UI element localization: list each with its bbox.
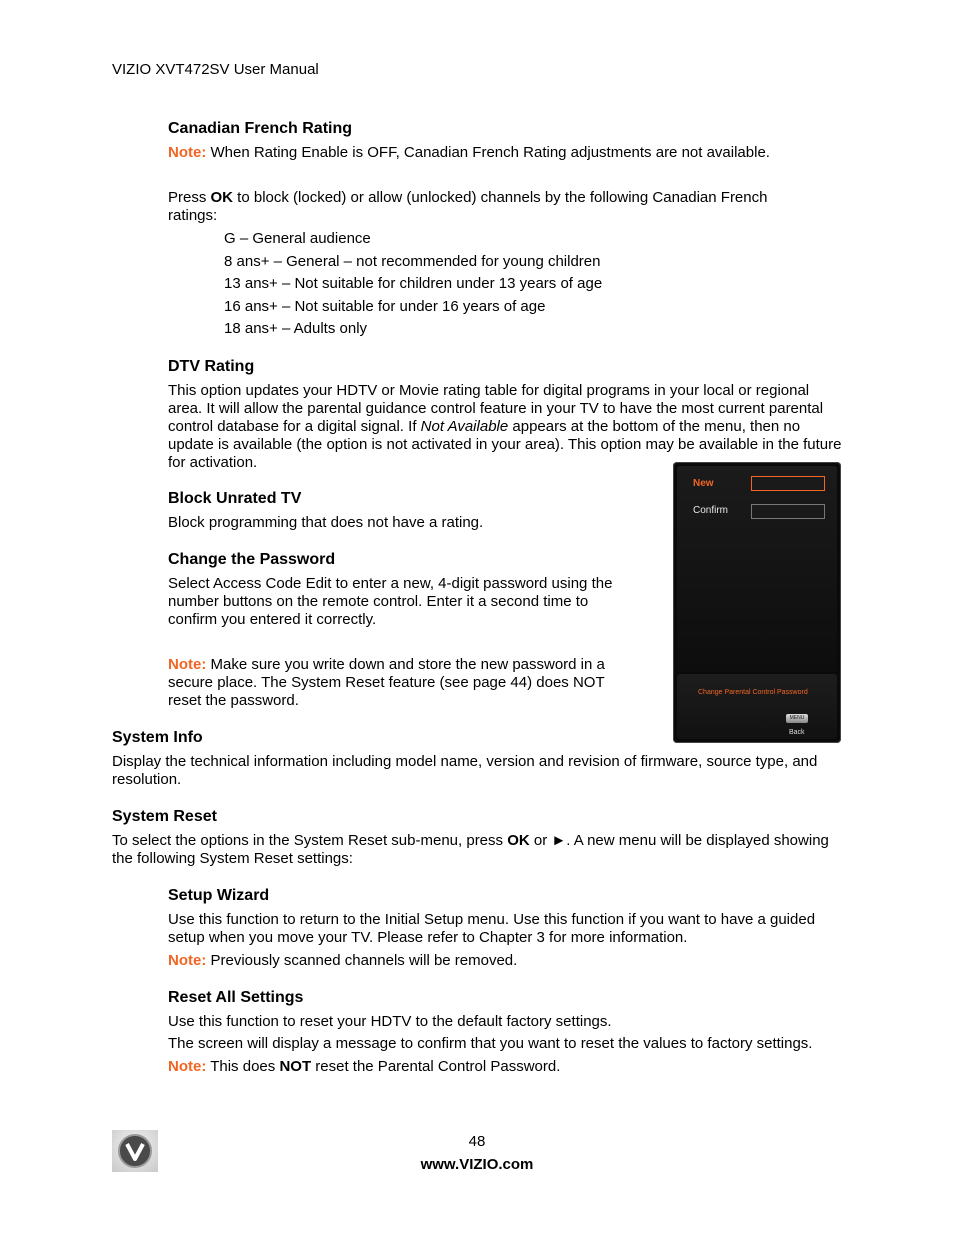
- dtv-text-italic: Not Available: [420, 418, 509, 435]
- canadian-french-heading: Canadian French Rating: [168, 120, 353, 137]
- rating-item: 8 ans+ – General – not recommended for young children: [224, 253, 601, 270]
- note-label: Note:: [168, 144, 207, 161]
- setup-wizard-text: Use this function to return to the Initial Setup menu. Use this function if you want to have a guided setup when you move your TV. Please refer to Chapter 3 for more information.: [168, 911, 816, 946]
- confirm-password-label: Confirm: [693, 505, 729, 516]
- new-password-field[interactable]: [751, 476, 825, 491]
- note-text: Previously scanned channels will be removed.: [206, 952, 518, 969]
- menu-button[interactable]: MENU: [786, 714, 808, 723]
- rating-item: 16 ans+ – Not suitable for under 16 years of age: [224, 298, 546, 315]
- note-text-start: This does: [206, 1058, 280, 1075]
- dtv-text-start: This option updates your HDTV or Movie rating table for digital programs in your local or regional area. It will allow the parental guidance control feature in your TV to have the most current parental control database for a digital signal. If: [168, 382, 824, 435]
- note-text: When Rating Enable is OFF, Canadian French Rating adjustments are not available.: [206, 144, 770, 161]
- note-label: Note:: [168, 656, 207, 673]
- system-reset-heading: System Reset: [112, 808, 217, 825]
- tv-menu-panel: [677, 466, 837, 672]
- change-password-text: Select Access Code Edit to enter a new, 4-digit password using the number buttons on the remote control. Enter it a second time to confirm you entered it correctly.: [168, 575, 613, 628]
- reset-all-text-2: The screen will display a message to confirm that you want to reset the values to factory settings.: [168, 1035, 813, 1052]
- ok-key: OK: [507, 832, 530, 849]
- reset-all-heading: Reset All Settings: [168, 989, 304, 1006]
- press-text: Press: [168, 189, 211, 206]
- new-password-label: New: [693, 478, 714, 489]
- rating-item: 13 ans+ – Not suitable for children under 13 years of age: [224, 275, 603, 292]
- change-password-heading: Change the Password: [168, 551, 336, 568]
- rating-item: 18 ans+ – Adults only: [224, 320, 368, 337]
- note-text: Make sure you write down and store the new password in a secure place. The System Reset feature (see page 44) does NOT reset the password.: [168, 656, 605, 709]
- system-info-heading: System Info: [112, 729, 203, 746]
- page-number: 48: [468, 1133, 486, 1150]
- back-label: Back: [789, 729, 805, 736]
- note-label: Note:: [168, 1058, 207, 1075]
- block-unrated-text: Block programming that does not have a rating.: [168, 514, 484, 531]
- note-bold: NOT: [279, 1058, 312, 1075]
- canadian-french-note: [168, 144, 848, 162]
- canadian-french-instructions: [168, 189, 818, 225]
- tv-password-menu: [673, 462, 841, 743]
- menu-footer-title: Change Parental Control Password: [698, 689, 808, 696]
- block-unrated-heading: Block Unrated TV: [168, 490, 302, 507]
- manual-title: VIZIO XVT472SV User Manual: [112, 61, 319, 78]
- setup-wizard-heading: Setup Wizard: [168, 887, 270, 904]
- dtv-rating-text: [168, 382, 843, 472]
- confirm-password-field[interactable]: [751, 504, 825, 519]
- note-label: Note:: [168, 952, 207, 969]
- reset-text-start: To select the options in the System Reset sub-menu, press: [112, 832, 508, 849]
- reset-all-text-1: Use this function to reset your HDTV to the default factory settings.: [168, 1013, 612, 1030]
- press-text-end: to block (locked) or allow (unlocked) channels by the following Canadian French ratings:: [168, 189, 768, 224]
- reset-all-note: [168, 1058, 848, 1076]
- dtv-text-end: appears at the bottom of the menu, then no update is available (the option is not activated in your area). This option may be available in the future for activation.: [168, 418, 842, 471]
- ok-key: OK: [210, 189, 234, 206]
- reset-text-end: or ►. A new menu will be displayed showing the following System Reset settings:: [112, 832, 829, 867]
- note-text-end: reset the Parental Control Password.: [311, 1058, 561, 1075]
- website-link[interactable]: www.VIZIO.com: [420, 1156, 534, 1173]
- system-reset-text: [112, 832, 832, 868]
- tv-menu-footer-panel: [677, 674, 837, 739]
- change-password-note: [168, 656, 638, 710]
- setup-wizard-note: [168, 952, 848, 970]
- dtv-rating-heading: DTV Rating: [168, 358, 255, 375]
- system-info-text: Display the technical information including model name, version and revision of firmware, source type, and resolution.: [112, 753, 818, 788]
- rating-item: G – General audience: [224, 230, 371, 247]
